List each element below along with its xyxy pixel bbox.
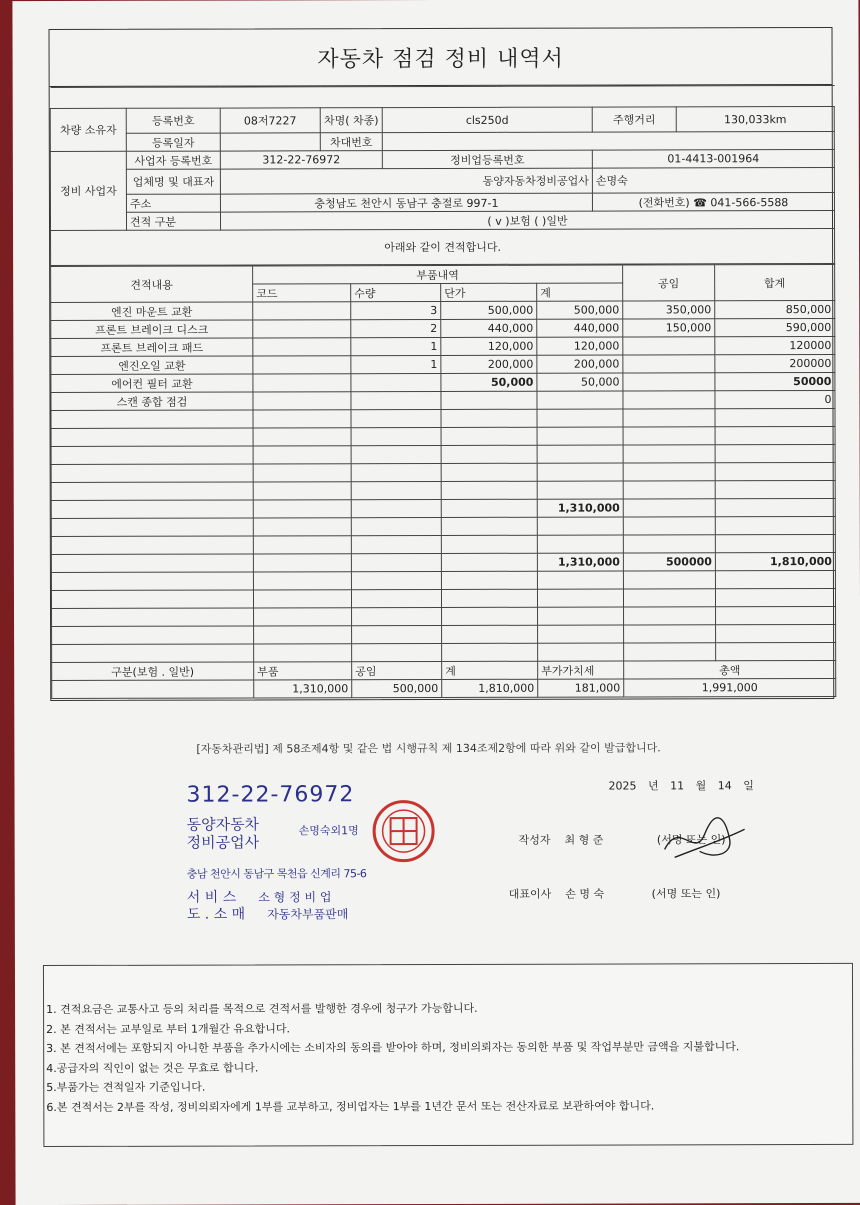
header-total: 합계 [715,264,835,300]
cell-labor: 350,000 [623,301,715,319]
stamp-service-row1 [187,889,367,906]
writer-sign-label: (서명 또는 인) [657,833,726,846]
summary-labor-label: 공임 [352,661,442,679]
summary-value-row [52,678,836,698]
cell-total [715,480,835,498]
date-year-unit: 년 [648,779,659,792]
item-row [51,372,835,392]
cell-name [51,554,253,573]
cell-name [51,590,253,609]
cell-sum: 500,000 [537,301,623,319]
cell-code [254,608,352,626]
cell-name: 프론트 브레이크 디스크 [51,320,253,339]
cell-qty [351,517,441,535]
blank-row [51,570,835,590]
cell-sum [537,463,623,481]
stamp-svc2: 도 . 소 매 [187,907,245,924]
summary-labor: 500,000 [352,679,442,697]
cell-labor [623,481,715,499]
biz-no-value: 312-22-76972 [220,151,382,169]
cell-qty [351,499,441,517]
item-row [51,336,835,356]
header-sum: 계 [537,283,623,301]
cell-name [51,428,253,447]
blank-row [51,534,835,554]
cell-qty [351,391,441,409]
date-day: 14 [718,779,732,792]
cell-code [253,302,351,320]
cell-labor [623,409,715,427]
cell-name [52,644,254,663]
biz-no-label: 사업자 등록번호 [126,151,220,169]
cell-name: 프론트 브레이크 패드 [51,338,253,357]
cell-code [253,482,351,500]
cell-name [52,626,254,645]
model-value: cls250d [382,107,592,133]
reg-no-label: 등록번호 [126,108,220,133]
cell-code [253,338,351,356]
cell-code [253,410,351,428]
cell-qty [351,553,441,571]
cell-unit: 50,000 [441,373,537,391]
cell-code [253,572,351,590]
blank-row [51,588,835,608]
blank-row [51,480,835,500]
cell-unit: 120,000 [441,337,537,355]
company-label: 업체명 및 대표자 [126,169,220,194]
items-table [50,264,836,699]
cell-code [253,554,351,572]
mileage-label: 주행거리 [592,107,676,132]
cell-unit [441,409,537,427]
summary-parts-label: 부품 [254,662,352,680]
cell-qty [351,427,441,445]
cell-unit [441,427,537,445]
blank-row [52,642,836,662]
cell-sum [538,643,624,661]
cell-total [715,498,835,516]
cell-labor [623,445,715,463]
cell-code [253,374,351,392]
header-qty: 수량 [351,283,441,301]
blank-row [51,462,835,482]
cell-qty: 1 [351,337,441,355]
mileage-value: 130,033km [676,106,834,131]
reg-date-value [220,133,320,151]
cell-code [253,428,351,446]
cell-name [51,518,253,537]
model-label: 차명( 차종) [320,108,382,133]
cell-unit: 500,000 [441,301,537,319]
header-parts: 부품내역 [253,265,623,284]
note-item: 5.부품가는 견적일자 기준입니다. [46,1076,852,1098]
cell-total: 1,810,000 [715,552,835,570]
reg-no-value: 08저7227 [220,108,320,133]
signature-icon [655,809,755,869]
date-month: 11 [670,779,684,792]
cell-code [253,446,351,464]
cell-total [715,570,835,588]
ceo-row [509,885,721,902]
date-month-unit: 월 [696,779,707,792]
totals-row [51,552,835,572]
writer-label: 작성자 [519,834,551,847]
vin-label: 차대번호 [320,133,382,151]
cell-unit [441,499,537,517]
blank-row [51,408,835,428]
document-paper [12,0,860,1205]
cell-name [51,464,253,483]
cell-labor [623,355,715,373]
document-title: 자동차 점검 정비 내역서 [50,28,832,87]
company-stamp [186,782,366,923]
cell-sum [538,625,624,643]
reg-date-label: 등록일자 [126,133,220,151]
header-unit: 단가 [441,283,537,301]
red-seal [373,800,435,862]
stamp-address: 충남 천안시 동남구 목천읍 신계리 75-6 [187,865,367,881]
cell-total [716,624,836,642]
cell-qty [352,643,442,661]
cell-total [715,588,835,606]
cell-sum [537,445,623,463]
header-labor: 공임 [623,265,715,301]
cell-labor: 150,000 [623,319,715,337]
cell-code [253,500,351,518]
cell-labor [624,607,716,625]
company-rep: 손명숙 [592,167,834,193]
ceo-sign-label: (서명 또는 인) [652,887,721,900]
summary-sum-label: 계 [442,661,538,679]
cell-code [253,320,351,338]
cell-sum: 50,000 [537,373,623,391]
cell-name [51,446,253,465]
cell-name [51,482,253,501]
item-row [51,390,835,410]
cell-total: 850,000 [715,300,835,318]
issue-date [608,777,753,793]
cell-unit [441,481,537,499]
cell-sum [538,607,624,625]
item-row [51,318,835,338]
cell-unit [441,535,537,553]
cell-labor [624,643,716,661]
cell-sum [537,391,623,409]
summary-parts: 1,310,000 [254,680,352,698]
item-rows [51,300,836,662]
cell-total [715,426,835,444]
shop-reg-value: 01-4413-001964 [592,149,834,168]
cell-labor: 500000 [623,553,715,571]
cell-sum: 1,310,000 [537,499,623,517]
cell-total [715,444,835,462]
date-day-unit: 일 [743,779,754,792]
cell-unit: 200,000 [441,355,537,373]
blank-row [52,606,836,626]
cell-qty: 1 [351,355,441,373]
cell-total: 590,000 [715,318,835,336]
note-item: 6.본 견적서는 2부를 작성, 정비의뢰자에게 1부를 교부하고, 정비업자는 1부를 1년간 문서 또는 전산자료로 보관하여야 합니다. [46,1095,852,1117]
note-item: 3. 본 견적서에는 포함되지 아니한 부품을 추가시에는 소비자의 동의를 받아야 하며, 정비의뢰자는 동의한 부품 및 작업부분만 금액을 지불합니다. [46,1037,852,1059]
cell-qty: 3 [351,301,441,319]
cell-total [716,642,836,660]
cell-labor [623,463,715,481]
cell-qty [351,409,441,427]
item-row [51,300,835,320]
blank-row [51,444,835,464]
cell-code [253,536,351,554]
cell-name: 엔진오일 교환 [51,356,253,375]
notes-box [43,963,853,1147]
cell-unit [442,625,538,643]
phone-value: (전화번호) ☎ 041-566-5588 [592,192,834,211]
cell-sum: 1,310,000 [537,553,623,571]
summary-vat-label: 부가가치세 [538,661,624,679]
stamp-service-row2 [187,906,367,923]
cell-qty: 2 [351,319,441,337]
cell-labor [623,517,715,535]
cell-unit [441,589,537,607]
cell-total [715,516,835,534]
item-row [51,354,835,374]
date-year: 2025 [608,779,636,792]
cell-qty [352,625,442,643]
writer-name: 최 형 준 [564,834,603,847]
stamp-name-line1: 동양자동차 [187,815,367,833]
shop-section-label: 정비 사업자 [50,151,126,230]
cell-name [51,536,253,555]
address-label: 주소 [126,194,220,212]
stamp-svc1b: 소 형 정 비 업 [258,889,331,906]
cell-qty [351,463,441,481]
blank-row [51,516,835,536]
blank-row [51,426,835,446]
cell-code [253,356,351,374]
stamp-svc1: 서 비 스 [187,890,237,907]
cell-sum [537,427,623,445]
vehicle-info-table [50,85,835,266]
cell-code [253,464,351,482]
estimate-line: 아래와 같이 견적합니다. [51,228,835,265]
estimate-type-label: 견적 구분 [126,212,220,230]
shop-reg-label: 정비업등록번호 [382,150,592,169]
cell-name: 엔진 마운트 교환 [51,302,253,321]
cell-labor [624,625,716,643]
cell-code [253,518,351,536]
summary-vat: 181,000 [538,679,624,697]
cell-qty [351,373,441,391]
cell-total [715,408,835,426]
cell-qty [352,607,442,625]
cell-unit [441,553,537,571]
cell-name [51,572,253,591]
cell-labor [623,571,715,589]
summary-type-label: 구분(보험 . 일반) [52,662,254,681]
address-value: 충청남도 천안시 동남구 충절로 997-1 [220,193,592,212]
header-item: 견적내용 [51,266,253,303]
note-item: 4.공급자의 직인이 없는 것은 무효로 합니다. [46,1056,852,1078]
ceo-name: 손 명 숙 [565,888,604,901]
cell-labor [623,427,715,445]
cell-labor [623,373,715,391]
cell-sum: 200,000 [537,355,623,373]
cell-unit [441,463,537,481]
cell-total: 0 [715,390,835,408]
cell-sum [537,571,623,589]
cell-unit [441,517,537,535]
cell-qty [351,535,441,553]
cell-sum [537,535,623,553]
cell-code [254,626,352,644]
cell-name: 에어컨 필터 교환 [51,374,253,393]
notes-list [46,998,852,1117]
summary-sum: 1,810,000 [442,679,538,697]
cell-labor [623,535,715,553]
cell-unit [441,445,537,463]
cell-code [253,590,351,608]
cell-name: 스캔 종합 점검 [51,392,253,411]
cell-unit: 440,000 [441,319,537,337]
company-name: 동양자동차정비공업사 [220,168,592,194]
cell-total: 50000 [715,372,835,390]
cell-unit [441,391,537,409]
cell-qty [351,445,441,463]
ceo-label: 대표이사 [509,888,552,901]
cell-qty [351,589,441,607]
cell-total [716,606,836,624]
cell-sum [537,517,623,535]
cell-code [253,392,351,410]
cell-sum [537,481,623,499]
stamp-svc2b: 자동차부품판매 [267,906,348,923]
cell-qty [351,571,441,589]
cell-unit [442,643,538,661]
cell-name [51,500,253,519]
vin-value [382,131,834,150]
cell-total [715,462,835,480]
cell-sum [537,409,623,427]
summary-header-row [52,660,836,680]
cell-sum: 440,000 [537,319,623,337]
blank-row [52,624,836,644]
cell-sum: 120,000 [537,337,623,355]
cell-sum [537,589,623,607]
cell-labor [623,589,715,607]
cell-labor [623,337,715,355]
header-code: 코드 [253,284,351,302]
cell-unit [441,571,537,589]
cell-name [52,608,254,627]
cell-labor [623,391,715,409]
stamp-rep: 손명숙외1명 [299,822,359,838]
summary-grand: 1,991,000 [624,678,836,697]
note-item: 1. 견적요금은 교통사고 등의 처리를 목적으로 견적서를 발행한 경우에 청구가 가능합니다. [46,998,852,1020]
cell-total: 120000 [715,336,835,354]
seal-icon [379,806,429,856]
stamp-number: 312-22-76972 [186,782,366,807]
estimate-type-value: ( v )보험 ( )일반 [220,210,834,230]
cell-code [254,644,352,662]
cell-total: 200000 [715,354,835,372]
cell-name [51,410,253,429]
summary-grand-label: 총액 [624,660,836,679]
cell-total [715,534,835,552]
estimate-form [48,27,834,701]
cell-qty [351,481,441,499]
cell-unit [442,607,538,625]
legal-statement: [자동차관리법] 제 58조제4항 및 같은 법 시행규칙 제 134조제2항에 따라 위와 같이 발급합니다. [196,739,660,756]
subtotal-row [51,498,835,518]
cell-labor [623,499,715,517]
owner-section-label: 차량 소유자 [50,108,126,151]
stamp-name-line2: 정비공업사 [187,833,367,851]
note-item: 2. 본 견적서는 교부일로 부터 1개월간 유요합니다. [46,1017,852,1039]
